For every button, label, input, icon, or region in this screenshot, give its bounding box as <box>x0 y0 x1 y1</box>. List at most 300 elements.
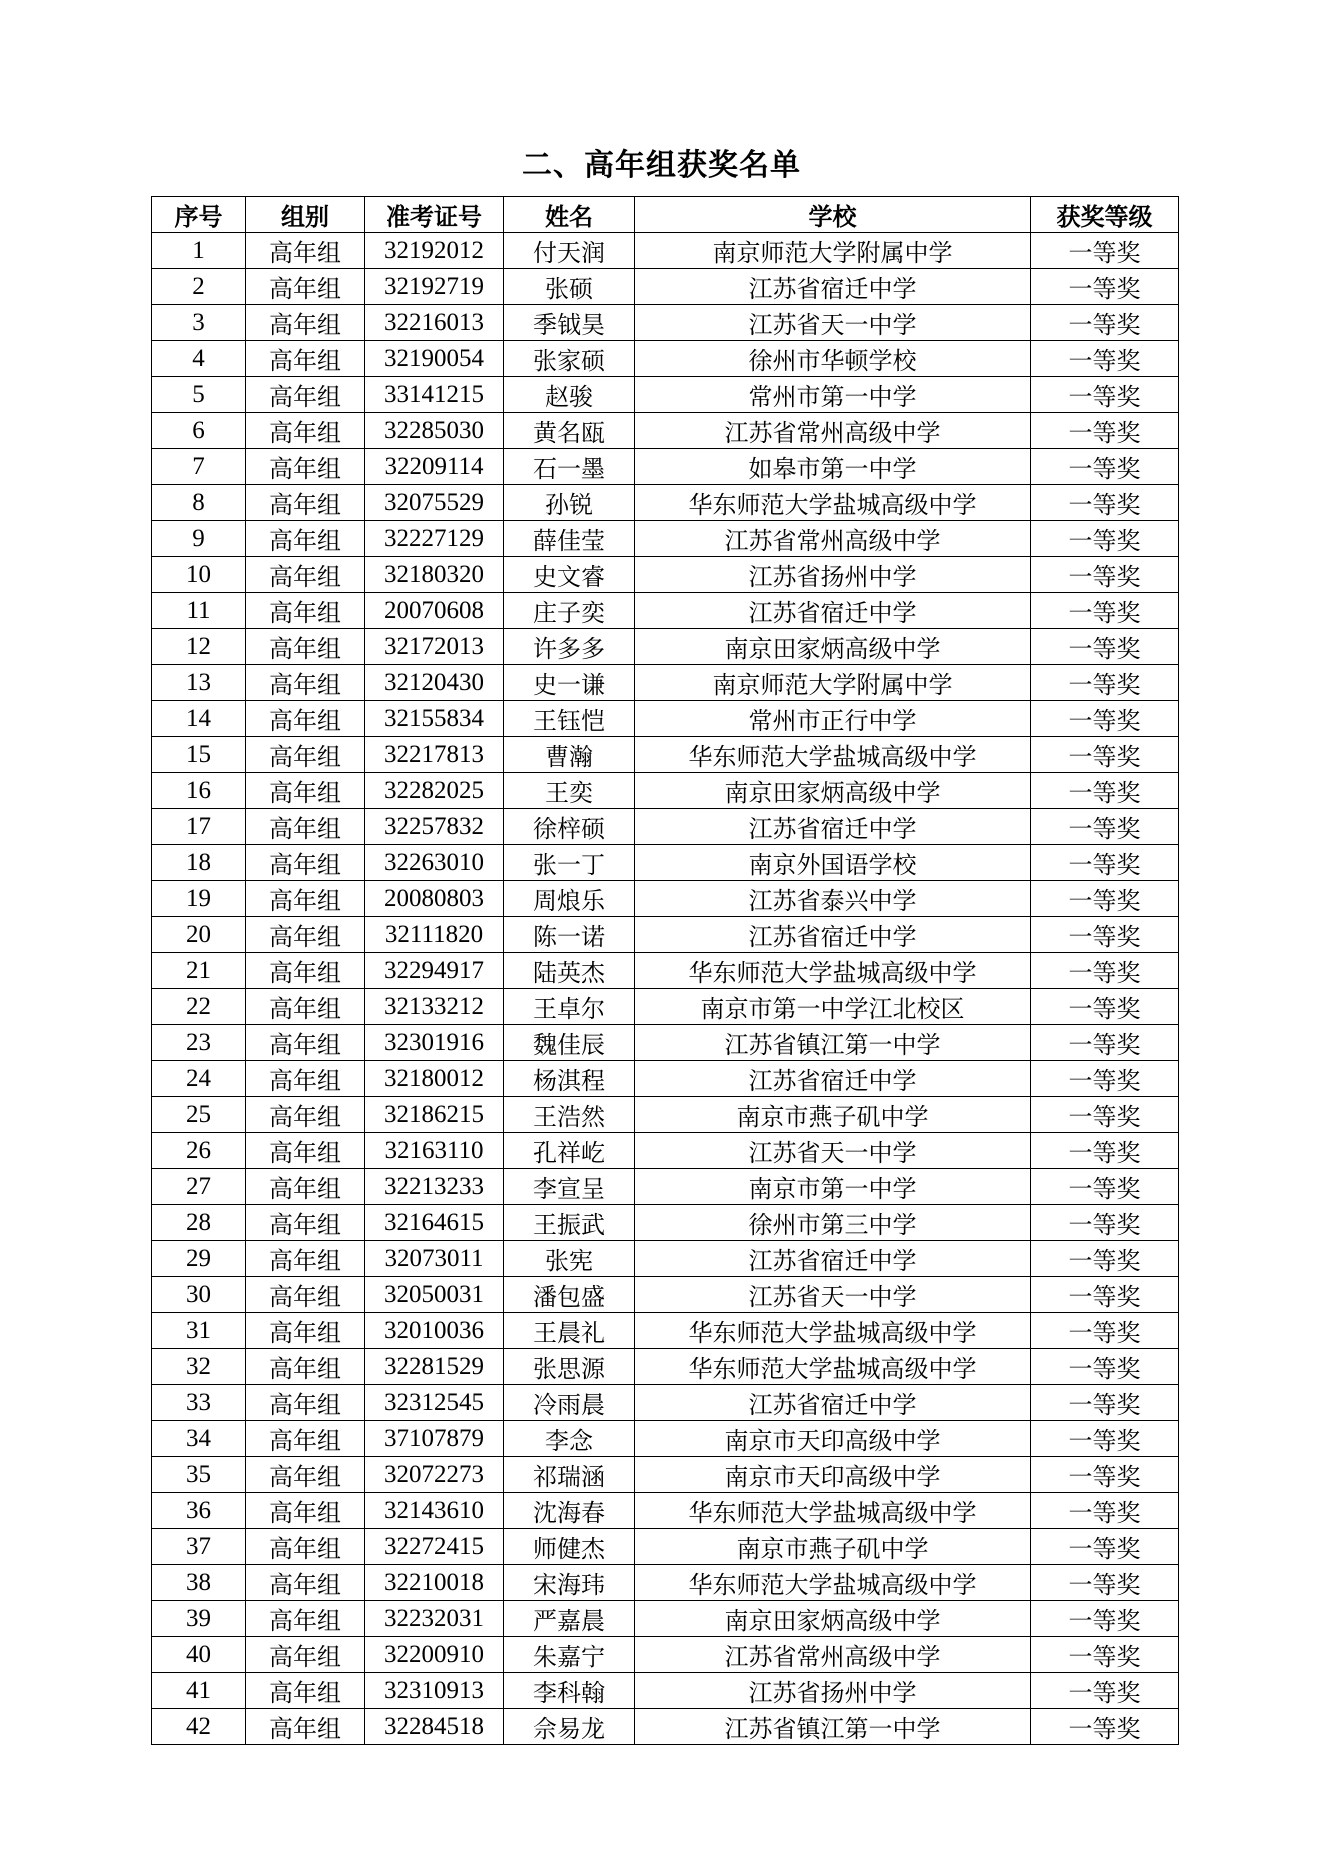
cell-school: 华东师范大学盐城高级中学 <box>635 1493 1031 1529</box>
cell-exam-id: 32227129 <box>365 521 504 557</box>
cell-name: 师健杰 <box>504 1529 635 1565</box>
cell-exam-id: 32050031 <box>365 1277 504 1313</box>
cell-index: 16 <box>152 773 246 809</box>
cell-award-level: 一等奖 <box>1031 701 1179 737</box>
table-row <box>152 1205 1179 1241</box>
cell-award-level: 一等奖 <box>1031 449 1179 485</box>
cell-group: 高年组 <box>246 377 365 413</box>
cell-group: 高年组 <box>246 665 365 701</box>
cell-exam-id: 32257832 <box>365 809 504 845</box>
cell-award-level: 一等奖 <box>1031 377 1179 413</box>
cell-index: 33 <box>152 1385 246 1421</box>
table-row <box>152 809 1179 845</box>
cell-award-level: 一等奖 <box>1031 1025 1179 1061</box>
cell-index: 41 <box>152 1673 246 1709</box>
cell-name: 李念 <box>504 1421 635 1457</box>
cell-index: 2 <box>152 269 246 305</box>
cell-group: 高年组 <box>246 1133 365 1169</box>
cell-award-level: 一等奖 <box>1031 845 1179 881</box>
cell-award-level: 一等奖 <box>1031 557 1179 593</box>
cell-group: 高年组 <box>246 773 365 809</box>
cell-school: 南京市第一中学 <box>635 1169 1031 1205</box>
cell-name: 严嘉晨 <box>504 1601 635 1637</box>
cell-award-level: 一等奖 <box>1031 773 1179 809</box>
cell-school: 南京外国语学校 <box>635 845 1031 881</box>
cell-index: 10 <box>152 557 246 593</box>
cell-exam-id: 32155834 <box>365 701 504 737</box>
cell-name: 陆英杰 <box>504 953 635 989</box>
cell-school: 徐州市华顿学校 <box>635 341 1031 377</box>
cell-award-level: 一等奖 <box>1031 1493 1179 1529</box>
cell-award-level: 一等奖 <box>1031 1277 1179 1313</box>
cell-group: 高年组 <box>246 269 365 305</box>
cell-index: 28 <box>152 1205 246 1241</box>
table-row <box>152 377 1179 413</box>
cell-index: 15 <box>152 737 246 773</box>
cell-name: 许多多 <box>504 629 635 665</box>
cell-index: 34 <box>152 1421 246 1457</box>
cell-index: 35 <box>152 1457 246 1493</box>
cell-index: 39 <box>152 1601 246 1637</box>
award-list-table <box>151 196 1179 1745</box>
table-row <box>152 1673 1179 1709</box>
table-row <box>152 269 1179 305</box>
cell-exam-id: 32216013 <box>365 305 504 341</box>
cell-exam-id: 32180320 <box>365 557 504 593</box>
cell-award-level: 一等奖 <box>1031 1133 1179 1169</box>
col-header-name: 姓名 <box>504 197 635 233</box>
table-row <box>152 413 1179 449</box>
cell-group: 高年组 <box>246 809 365 845</box>
cell-index: 21 <box>152 953 246 989</box>
cell-name: 张硕 <box>504 269 635 305</box>
cell-school: 华东师范大学盐城高级中学 <box>635 737 1031 773</box>
cell-group: 高年组 <box>246 1349 365 1385</box>
table-row <box>152 305 1179 341</box>
cell-index: 38 <box>152 1565 246 1601</box>
table-header-row <box>152 197 1179 233</box>
cell-group: 高年组 <box>246 449 365 485</box>
cell-name: 佘易龙 <box>504 1709 635 1745</box>
cell-school: 江苏省常州高级中学 <box>635 1637 1031 1673</box>
cell-award-level: 一等奖 <box>1031 737 1179 773</box>
cell-exam-id: 32192719 <box>365 269 504 305</box>
cell-exam-id: 32164615 <box>365 1205 504 1241</box>
cell-award-level: 一等奖 <box>1031 413 1179 449</box>
cell-group: 高年组 <box>246 989 365 1025</box>
table-row <box>152 1457 1179 1493</box>
cell-name: 石一墨 <box>504 449 635 485</box>
cell-award-level: 一等奖 <box>1031 485 1179 521</box>
cell-group: 高年组 <box>246 1565 365 1601</box>
col-header-index: 序号 <box>152 197 246 233</box>
col-header-exam-id: 准考证号 <box>365 197 504 233</box>
cell-exam-id: 32282025 <box>365 773 504 809</box>
cell-school: 南京市天印高级中学 <box>635 1457 1031 1493</box>
col-header-group: 组别 <box>246 197 365 233</box>
cell-name: 王振武 <box>504 1205 635 1241</box>
cell-school: 南京田家炳高级中学 <box>635 1601 1031 1637</box>
cell-group: 高年组 <box>246 881 365 917</box>
cell-name: 朱嘉宁 <box>504 1637 635 1673</box>
cell-index: 7 <box>152 449 246 485</box>
cell-school: 江苏省常州高级中学 <box>635 521 1031 557</box>
table-row <box>152 881 1179 917</box>
cell-award-level: 一等奖 <box>1031 1457 1179 1493</box>
table-row <box>152 557 1179 593</box>
cell-award-level: 一等奖 <box>1031 1205 1179 1241</box>
cell-name: 宋海玮 <box>504 1565 635 1601</box>
cell-exam-id: 32312545 <box>365 1385 504 1421</box>
cell-exam-id: 33141215 <box>365 377 504 413</box>
cell-group: 高年组 <box>246 1025 365 1061</box>
cell-award-level: 一等奖 <box>1031 1421 1179 1457</box>
cell-exam-id: 32209114 <box>365 449 504 485</box>
cell-award-level: 一等奖 <box>1031 1601 1179 1637</box>
cell-index: 17 <box>152 809 246 845</box>
cell-group: 高年组 <box>246 845 365 881</box>
cell-school: 江苏省扬州中学 <box>635 557 1031 593</box>
cell-index: 24 <box>152 1061 246 1097</box>
cell-exam-id: 32163110 <box>365 1133 504 1169</box>
cell-award-level: 一等奖 <box>1031 1241 1179 1277</box>
cell-name: 孙锐 <box>504 485 635 521</box>
cell-exam-id: 32075529 <box>365 485 504 521</box>
table-row <box>152 917 1179 953</box>
cell-award-level: 一等奖 <box>1031 881 1179 917</box>
cell-group: 高年组 <box>246 1709 365 1745</box>
cell-exam-id: 32213233 <box>365 1169 504 1205</box>
cell-award-level: 一等奖 <box>1031 1637 1179 1673</box>
cell-school: 江苏省扬州中学 <box>635 1673 1031 1709</box>
cell-school: 南京市燕子矶中学 <box>635 1097 1031 1133</box>
cell-group: 高年组 <box>246 737 365 773</box>
cell-name: 季钺昊 <box>504 305 635 341</box>
cell-exam-id: 32186215 <box>365 1097 504 1133</box>
cell-index: 3 <box>152 305 246 341</box>
cell-group: 高年组 <box>246 629 365 665</box>
cell-name: 李宣呈 <box>504 1169 635 1205</box>
cell-award-level: 一等奖 <box>1031 1097 1179 1133</box>
cell-exam-id: 20070608 <box>365 593 504 629</box>
cell-award-level: 一等奖 <box>1031 1673 1179 1709</box>
cell-school: 常州市第一中学 <box>635 377 1031 413</box>
table-row <box>152 953 1179 989</box>
cell-name: 薛佳莹 <box>504 521 635 557</box>
col-header-award-level: 获奖等级 <box>1031 197 1179 233</box>
table-row <box>152 521 1179 557</box>
cell-school: 常州市正行中学 <box>635 701 1031 737</box>
cell-award-level: 一等奖 <box>1031 305 1179 341</box>
cell-award-level: 一等奖 <box>1031 1349 1179 1385</box>
cell-name: 史文睿 <box>504 557 635 593</box>
cell-exam-id: 32281529 <box>365 1349 504 1385</box>
cell-index: 37 <box>152 1529 246 1565</box>
cell-group: 高年组 <box>246 1637 365 1673</box>
cell-group: 高年组 <box>246 557 365 593</box>
cell-exam-id: 32284518 <box>365 1709 504 1745</box>
cell-exam-id: 32172013 <box>365 629 504 665</box>
cell-school: 南京市天印高级中学 <box>635 1421 1031 1457</box>
cell-index: 13 <box>152 665 246 701</box>
cell-exam-id: 32143610 <box>365 1493 504 1529</box>
cell-award-level: 一等奖 <box>1031 1169 1179 1205</box>
table-row <box>152 1097 1179 1133</box>
cell-award-level: 一等奖 <box>1031 233 1179 269</box>
cell-group: 高年组 <box>246 1097 365 1133</box>
table-row <box>152 1313 1179 1349</box>
cell-exam-id: 32210018 <box>365 1565 504 1601</box>
cell-group: 高年组 <box>246 305 365 341</box>
cell-index: 27 <box>152 1169 246 1205</box>
cell-school: 如皋市第一中学 <box>635 449 1031 485</box>
cell-index: 18 <box>152 845 246 881</box>
cell-group: 高年组 <box>246 1529 365 1565</box>
cell-name: 李科翰 <box>504 1673 635 1709</box>
cell-name: 魏佳辰 <box>504 1025 635 1061</box>
cell-school: 南京市燕子矶中学 <box>635 1529 1031 1565</box>
cell-name: 张家硕 <box>504 341 635 377</box>
cell-group: 高年组 <box>246 521 365 557</box>
cell-school: 江苏省宿迁中学 <box>635 1385 1031 1421</box>
cell-exam-id: 32217813 <box>365 737 504 773</box>
col-header-school: 学校 <box>635 197 1031 233</box>
cell-group: 高年组 <box>246 1457 365 1493</box>
cell-school: 南京市第一中学江北校区 <box>635 989 1031 1025</box>
table-row <box>152 1385 1179 1421</box>
cell-award-level: 一等奖 <box>1031 1061 1179 1097</box>
table-row <box>152 233 1179 269</box>
cell-group: 高年组 <box>246 1205 365 1241</box>
cell-index: 1 <box>152 233 246 269</box>
table-row <box>152 1349 1179 1385</box>
cell-index: 30 <box>152 1277 246 1313</box>
table-row <box>152 449 1179 485</box>
table-row <box>152 629 1179 665</box>
cell-award-level: 一等奖 <box>1031 809 1179 845</box>
cell-index: 14 <box>152 701 246 737</box>
cell-group: 高年组 <box>246 701 365 737</box>
cell-name: 黄名瓯 <box>504 413 635 449</box>
cell-exam-id: 32272415 <box>365 1529 504 1565</box>
table-row <box>152 341 1179 377</box>
cell-index: 23 <box>152 1025 246 1061</box>
cell-name: 张思源 <box>504 1349 635 1385</box>
cell-school: 江苏省天一中学 <box>635 1133 1031 1169</box>
cell-index: 29 <box>152 1241 246 1277</box>
cell-index: 19 <box>152 881 246 917</box>
cell-exam-id: 32294917 <box>365 953 504 989</box>
cell-award-level: 一等奖 <box>1031 1385 1179 1421</box>
table-row <box>152 1421 1179 1457</box>
cell-index: 11 <box>152 593 246 629</box>
cell-exam-id: 20080803 <box>365 881 504 917</box>
cell-award-level: 一等奖 <box>1031 989 1179 1025</box>
cell-group: 高年组 <box>246 953 365 989</box>
table-row <box>152 593 1179 629</box>
cell-group: 高年组 <box>246 917 365 953</box>
cell-group: 高年组 <box>246 341 365 377</box>
cell-award-level: 一等奖 <box>1031 1529 1179 1565</box>
cell-name: 冷雨晨 <box>504 1385 635 1421</box>
cell-exam-id: 32072273 <box>365 1457 504 1493</box>
cell-name: 王钰恺 <box>504 701 635 737</box>
cell-school: 南京田家炳高级中学 <box>635 773 1031 809</box>
cell-index: 4 <box>152 341 246 377</box>
cell-exam-id: 32285030 <box>365 413 504 449</box>
cell-name: 祁瑞涵 <box>504 1457 635 1493</box>
table-row <box>152 1025 1179 1061</box>
cell-index: 20 <box>152 917 246 953</box>
cell-school: 南京师范大学附属中学 <box>635 665 1031 701</box>
cell-award-level: 一等奖 <box>1031 521 1179 557</box>
cell-name: 陈一诺 <box>504 917 635 953</box>
table-row <box>152 701 1179 737</box>
cell-exam-id: 32200910 <box>365 1637 504 1673</box>
cell-exam-id: 32133212 <box>365 989 504 1025</box>
cell-group: 高年组 <box>246 1385 365 1421</box>
table-row <box>152 1637 1179 1673</box>
cell-name: 曹瀚 <box>504 737 635 773</box>
cell-group: 高年组 <box>246 1601 365 1637</box>
cell-award-level: 一等奖 <box>1031 1709 1179 1745</box>
cell-school: 华东师范大学盐城高级中学 <box>635 485 1031 521</box>
cell-school: 江苏省常州高级中学 <box>635 413 1031 449</box>
cell-school: 江苏省天一中学 <box>635 1277 1031 1313</box>
cell-school: 南京田家炳高级中学 <box>635 629 1031 665</box>
cell-school: 华东师范大学盐城高级中学 <box>635 1349 1031 1385</box>
table-row <box>152 485 1179 521</box>
cell-school: 南京师范大学附属中学 <box>635 233 1031 269</box>
table-row <box>152 1493 1179 1529</box>
cell-exam-id: 32263010 <box>365 845 504 881</box>
cell-school: 江苏省镇江第一中学 <box>635 1709 1031 1745</box>
cell-exam-id: 37107879 <box>365 1421 504 1457</box>
table-body <box>152 233 1179 1745</box>
cell-school: 华东师范大学盐城高级中学 <box>635 1313 1031 1349</box>
cell-index: 36 <box>152 1493 246 1529</box>
table-row <box>152 737 1179 773</box>
cell-award-level: 一等奖 <box>1031 953 1179 989</box>
cell-name: 史一谦 <box>504 665 635 701</box>
cell-school: 江苏省宿迁中学 <box>635 593 1031 629</box>
table-row <box>152 773 1179 809</box>
cell-name: 庄子奕 <box>504 593 635 629</box>
cell-group: 高年组 <box>246 1277 365 1313</box>
cell-group: 高年组 <box>246 1313 365 1349</box>
page-title: 二、高年组获奖名单 <box>522 148 801 183</box>
cell-index: 25 <box>152 1097 246 1133</box>
cell-award-level: 一等奖 <box>1031 917 1179 953</box>
cell-award-level: 一等奖 <box>1031 269 1179 305</box>
cell-school: 江苏省镇江第一中学 <box>635 1025 1031 1061</box>
cell-index: 9 <box>152 521 246 557</box>
cell-exam-id: 32192012 <box>365 233 504 269</box>
cell-school: 江苏省宿迁中学 <box>635 269 1031 305</box>
cell-name: 杨淇程 <box>504 1061 635 1097</box>
cell-index: 42 <box>152 1709 246 1745</box>
cell-index: 12 <box>152 629 246 665</box>
cell-award-level: 一等奖 <box>1031 593 1179 629</box>
cell-school: 江苏省宿迁中学 <box>635 1241 1031 1277</box>
table-row <box>152 1061 1179 1097</box>
cell-name: 孔祥屹 <box>504 1133 635 1169</box>
table-row <box>152 845 1179 881</box>
cell-exam-id: 32232031 <box>365 1601 504 1637</box>
cell-exam-id: 32111820 <box>365 917 504 953</box>
cell-group: 高年组 <box>246 485 365 521</box>
cell-index: 31 <box>152 1313 246 1349</box>
cell-school: 江苏省宿迁中学 <box>635 917 1031 953</box>
cell-award-level: 一等奖 <box>1031 1313 1179 1349</box>
table-row <box>152 1565 1179 1601</box>
cell-award-level: 一等奖 <box>1031 629 1179 665</box>
cell-school: 华东师范大学盐城高级中学 <box>635 953 1031 989</box>
cell-exam-id: 32190054 <box>365 341 504 377</box>
cell-group: 高年组 <box>246 1493 365 1529</box>
cell-group: 高年组 <box>246 1421 365 1457</box>
cell-name: 王卓尔 <box>504 989 635 1025</box>
cell-index: 32 <box>152 1349 246 1385</box>
cell-exam-id: 32120430 <box>365 665 504 701</box>
cell-name: 沈海春 <box>504 1493 635 1529</box>
table-row <box>152 1133 1179 1169</box>
cell-name: 王奕 <box>504 773 635 809</box>
cell-group: 高年组 <box>246 1241 365 1277</box>
cell-school: 华东师范大学盐城高级中学 <box>635 1565 1031 1601</box>
table-row <box>152 1241 1179 1277</box>
cell-exam-id: 32073011 <box>365 1241 504 1277</box>
cell-group: 高年组 <box>246 1169 365 1205</box>
cell-group: 高年组 <box>246 233 365 269</box>
cell-award-level: 一等奖 <box>1031 665 1179 701</box>
cell-school: 江苏省宿迁中学 <box>635 809 1031 845</box>
cell-name: 周烺乐 <box>504 881 635 917</box>
cell-school: 徐州市第三中学 <box>635 1205 1031 1241</box>
cell-name: 付天润 <box>504 233 635 269</box>
cell-name: 王晨礼 <box>504 1313 635 1349</box>
cell-award-level: 一等奖 <box>1031 341 1179 377</box>
cell-name: 王浩然 <box>504 1097 635 1133</box>
table-row <box>152 1709 1179 1745</box>
cell-exam-id: 32310913 <box>365 1673 504 1709</box>
cell-exam-id: 32010036 <box>365 1313 504 1349</box>
cell-exam-id: 32301916 <box>365 1025 504 1061</box>
cell-name: 张宪 <box>504 1241 635 1277</box>
cell-index: 26 <box>152 1133 246 1169</box>
cell-exam-id: 32180012 <box>365 1061 504 1097</box>
cell-group: 高年组 <box>246 1673 365 1709</box>
table-row <box>152 665 1179 701</box>
cell-name: 赵骏 <box>504 377 635 413</box>
cell-name: 张一丁 <box>504 845 635 881</box>
table-row <box>152 989 1179 1025</box>
cell-group: 高年组 <box>246 593 365 629</box>
cell-award-level: 一等奖 <box>1031 1565 1179 1601</box>
cell-school: 江苏省宿迁中学 <box>635 1061 1031 1097</box>
cell-index: 8 <box>152 485 246 521</box>
cell-index: 40 <box>152 1637 246 1673</box>
cell-index: 5 <box>152 377 246 413</box>
cell-group: 高年组 <box>246 413 365 449</box>
table-row <box>152 1601 1179 1637</box>
cell-index: 6 <box>152 413 246 449</box>
cell-school: 江苏省天一中学 <box>635 305 1031 341</box>
cell-group: 高年组 <box>246 1061 365 1097</box>
cell-school: 江苏省泰兴中学 <box>635 881 1031 917</box>
cell-name: 徐梓硕 <box>504 809 635 845</box>
cell-index: 22 <box>152 989 246 1025</box>
